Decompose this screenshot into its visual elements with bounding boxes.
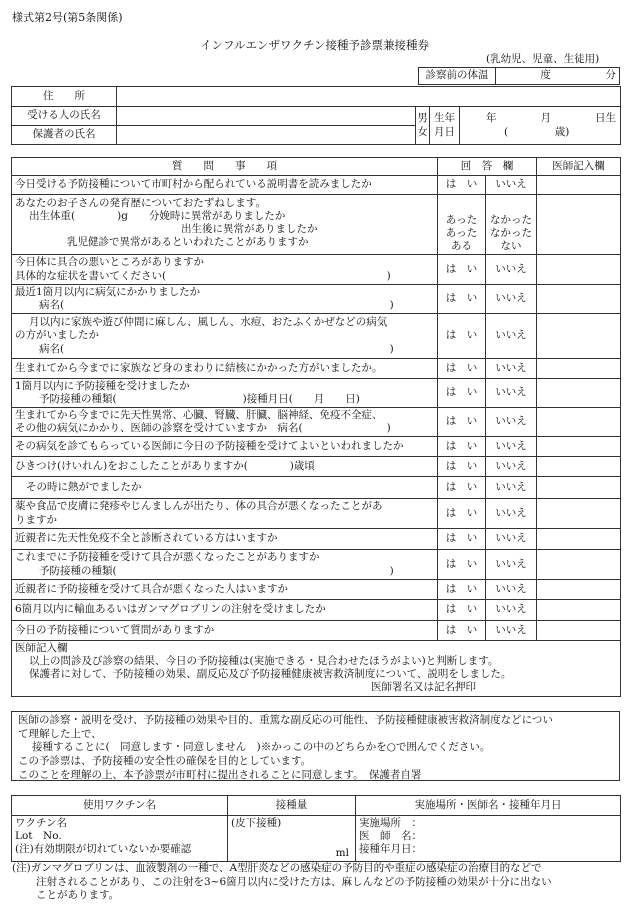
footnote-line-2: 注射されることがあり、この注射を3~6箇月以内に受けた方は、麻しんなどの予防接種の効果が十分に出ない <box>36 875 552 888</box>
dob-month: 月 <box>540 112 551 125</box>
dose-header: 接種量 <box>228 796 356 816</box>
answer-yes[interactable]: は い <box>438 600 486 621</box>
place-label: 実施場所 ： <box>359 817 422 829</box>
guardian-name-field[interactable] <box>117 126 416 145</box>
answer-no[interactable]: いいえ <box>486 255 537 285</box>
temperature-table <box>418 67 620 85</box>
question-text: その病気を診てもらっている医師に今日の予防接種を受けてよいといわれましたか <box>12 437 438 457</box>
footnote <box>12 862 624 903</box>
question-text: 生まれてから今までに先天性異常、心臓、腎臓、肝臓、脳神経、免疫不全症、 その他の病気にかかり、医師の診察を受けていますか 病名( ) <box>12 408 438 437</box>
guardian-name-label: 保護者の氏名 <box>12 126 117 145</box>
answer-yes[interactable]: は い <box>438 457 486 477</box>
answer-yes[interactable]: は い <box>438 529 486 550</box>
question-row <box>12 580 621 600</box>
answer-yes[interactable]: あった あった ある <box>438 195 486 255</box>
question-row <box>12 499 621 529</box>
sex-male[interactable]: 男 <box>417 112 428 125</box>
vaccine-table <box>11 795 621 862</box>
consent-box[interactable] <box>11 711 620 781</box>
question-text: 近親者に予防接種を受けて具合が悪くなった人はいますか <box>12 580 438 600</box>
question-header: 質 問 事 項 <box>12 158 438 176</box>
question-row <box>12 408 621 437</box>
doctor-note-heading: 医師記入欄 <box>15 642 68 654</box>
answer-yes[interactable]: は い <box>438 408 486 437</box>
question-text: 生まれてから今までに家族など身のまわりに結核にかかった方がいましたか。 <box>12 359 438 379</box>
doctor-name-label: 医 師 名： <box>359 830 422 843</box>
temp-minute-unit: 分 <box>605 69 616 82</box>
question-text: これまでに予防接種を受けて具合が悪くなったことがありますか 予防接種の種類( ) <box>12 550 438 580</box>
question-text: 今日受ける予防接種について市町村から配られている説明書を読みましたか <box>12 176 438 195</box>
question-text: 薬や食品で皮膚に発疹やじんましんが出たり、体の具合が悪くなったことがあ りますか <box>12 499 438 529</box>
question-row <box>12 600 621 621</box>
lot-number-label: Lot No. <box>15 830 62 843</box>
dob-year: 年 <box>486 112 497 125</box>
doctor-note-cell[interactable] <box>537 529 621 550</box>
vaccine-name-label: ワクチン名 <box>15 817 67 829</box>
answer-yes[interactable]: は い <box>438 359 486 379</box>
question-text: 今日体に具合の悪いところがありますか 具体的な症状を書いてください( ) <box>12 255 438 285</box>
answer-no[interactable]: いいえ <box>486 600 537 621</box>
child-name-label: 受ける人の氏名 <box>12 107 117 126</box>
answer-no[interactable]: なかった なかった ない <box>486 195 537 255</box>
question-row <box>12 379 621 408</box>
answer-no[interactable]: いいえ <box>486 285 537 314</box>
answer-no[interactable]: いいえ <box>486 580 537 600</box>
question-row <box>12 457 621 477</box>
doctor-note-cell[interactable] <box>537 195 621 255</box>
doctor-note-cell[interactable] <box>537 359 621 379</box>
answer-yes[interactable]: は い <box>438 550 486 580</box>
age-open: ( <box>504 125 509 138</box>
question-row <box>12 195 621 255</box>
answer-yes[interactable]: は い <box>438 621 486 641</box>
vaccination-date-label: 接種年月日： <box>359 843 422 856</box>
answer-no[interactable]: いいえ <box>486 408 537 437</box>
answer-header: 回 答 欄 <box>438 158 537 176</box>
doctor-note-cell[interactable] <box>537 477 621 499</box>
footnote-line-3: ことがあります。 <box>36 889 120 902</box>
question-row <box>12 359 621 379</box>
answer-yes[interactable]: は い <box>438 499 486 529</box>
question-text: 最近1箇月以内に病気にかかりましたか 病名( ) <box>12 285 438 314</box>
consent-line-2: て理解した上で、 <box>18 727 102 740</box>
place-header: 実施場所・医師名・接種年月日 <box>356 796 621 816</box>
question-row <box>12 176 621 195</box>
doctor-note-cell[interactable] <box>537 621 621 641</box>
age-close: 歳) <box>554 125 570 138</box>
child-name-field[interactable] <box>117 107 416 126</box>
consent-line-5: このことを理解の上、本予診票が市町村に提出されることに同意します。 保護者自署 <box>18 768 422 781</box>
answer-yes[interactable]: は い <box>438 285 486 314</box>
answer-no[interactable]: いいえ <box>486 529 537 550</box>
doctor-note-cell[interactable] <box>537 285 621 314</box>
answer-yes[interactable]: は い <box>438 314 486 359</box>
form-number: 様式第2号(第5条関係) <box>12 11 123 24</box>
dob-label: 生年 月日 <box>430 107 460 145</box>
answer-yes[interactable]: は い <box>438 255 486 285</box>
expiry-note: (注)有効期限が切れていないか要確認 <box>15 843 192 856</box>
answer-no[interactable]: いいえ <box>486 359 537 379</box>
doctor-note-row <box>12 641 621 697</box>
question-row <box>12 437 621 457</box>
dose-field[interactable] <box>228 816 356 862</box>
answer-yes[interactable]: は い <box>438 379 486 408</box>
question-row <box>12 529 621 550</box>
question-row <box>12 621 621 641</box>
doctor-signature-label: 医師署名又は記名押印 <box>371 681 476 694</box>
temperature-field[interactable] <box>496 68 620 85</box>
question-text: その時に熱がでましたか <box>12 477 438 499</box>
doctor-note-block[interactable] <box>12 641 621 697</box>
dob-day: 日生 <box>595 112 616 125</box>
doctor-note-cell[interactable] <box>537 580 621 600</box>
question-text: あなたのお子さんの発育歴についておたずねします。 出生体重( )g 分娩時に異常がありましたか 出生後に異常がありましたか 乳児健診で異常があるといわれたことがありますか <box>12 195 438 255</box>
question-row <box>12 550 621 580</box>
answer-no[interactable]: いいえ <box>486 550 537 580</box>
question-row <box>12 255 621 285</box>
vaccine-name-field[interactable] <box>12 816 228 862</box>
question-text: 1箇月以内に予防接種を受けましたか 予防接種の種類( )接種月日( 月 日) <box>12 379 438 408</box>
question-text: 近親者に先天性免疫不全と診断されている方はいますか <box>12 529 438 550</box>
answer-yes[interactable]: は い <box>438 437 486 457</box>
doctor-note-cell[interactable] <box>537 379 621 408</box>
doctor-note-cell[interactable] <box>537 408 621 437</box>
answer-no[interactable]: いいえ <box>486 176 537 195</box>
vaccine-name-header: 使用ワクチン名 <box>12 796 228 816</box>
answer-no[interactable]: いいえ <box>486 621 537 641</box>
consent-line-1: 医師の診察・説明を受け、予防接種の効果や目的、重篤な副反応の可能性、予防接種健康被害救済制度などについ <box>18 714 553 726</box>
question-row <box>12 285 621 314</box>
doctor-note-cell[interactable] <box>537 176 621 195</box>
doctor-note-cell[interactable] <box>537 499 621 529</box>
doctor-note-cell[interactable] <box>537 550 621 580</box>
address-label: 住 所 <box>12 87 117 107</box>
answer-yes[interactable]: は い <box>438 176 486 195</box>
doctor-explanation: 保護者に対して、予防接種の効果、副反応及び予防接種健康被害救済制度について、説明をしました。 <box>29 668 512 681</box>
answer-no[interactable]: いいえ <box>486 379 537 408</box>
temp-degree-unit: 度 <box>540 69 551 82</box>
doctor-note-cell[interactable] <box>537 314 621 359</box>
question-row <box>12 477 621 499</box>
doctor-note-cell[interactable] <box>537 457 621 477</box>
place-doctor-date-field[interactable] <box>356 816 621 862</box>
doctor-header: 医師記入欄 <box>537 158 621 176</box>
consent-line-3: 接種することに( 同意します・同意しません )※かっこの中のどちらかを○で囲んでください。 <box>32 741 491 754</box>
footnote-line-1: (注)ガンマグロブリンは、血液製剤の一種で、A型肝炎などの感染症の予防目的や重症の感染症の治療目的などで <box>12 862 542 874</box>
answer-no[interactable]: いいえ <box>486 437 537 457</box>
doctor-note-cell[interactable] <box>537 437 621 457</box>
question-text: 月以内に家族や遊び仲間に麻しん、風しん、水痘、おたふくかぜなどの病気 の方がいましたか 病名( ) <box>12 314 438 359</box>
sex-field[interactable] <box>416 107 430 145</box>
dose-unit: ml <box>335 846 349 859</box>
answer-no[interactable]: いいえ <box>486 477 537 499</box>
question-row <box>12 314 621 359</box>
person-info-table <box>11 86 621 145</box>
doctor-note-cell[interactable] <box>537 255 621 285</box>
question-text: 今日の予防接種について質問がありますか <box>12 621 438 641</box>
answer-no[interactable]: いいえ <box>486 499 537 529</box>
answer-no[interactable]: いいえ <box>486 314 537 359</box>
doctor-note-cell[interactable] <box>537 600 621 621</box>
answer-yes[interactable]: は い <box>438 477 486 499</box>
question-text: ひきつけ(けいれん)をおこしたことがありますか( )歳頃 <box>12 457 438 477</box>
consent-line-4: この予診票は、予防接種の安全性の確保を目的としています。 <box>18 754 312 767</box>
doctor-judgement: 以上の問診及び診察の結果、今日の予防接種は(実施できる・見合わせたほうがよい)と判断します。 <box>29 655 499 668</box>
question-text: 6箇月以内に輸血あるいはガンマグロブリンの注射を受けましたか <box>12 600 438 621</box>
answer-no[interactable]: いいえ <box>486 457 537 477</box>
target-note: (乳幼児、児童、生徒用) <box>486 53 600 65</box>
form-title: インフルエンザワクチン接種予診票兼接種券 <box>200 38 429 52</box>
dob-field[interactable] <box>460 107 621 145</box>
answer-yes[interactable]: は い <box>438 580 486 600</box>
temperature-label: 診察前の体温 <box>419 68 496 85</box>
injection-method: (皮下接種) <box>231 817 282 829</box>
sex-female[interactable]: 女 <box>417 125 428 138</box>
questionnaire-table <box>11 157 621 697</box>
address-field[interactable] <box>117 87 621 107</box>
